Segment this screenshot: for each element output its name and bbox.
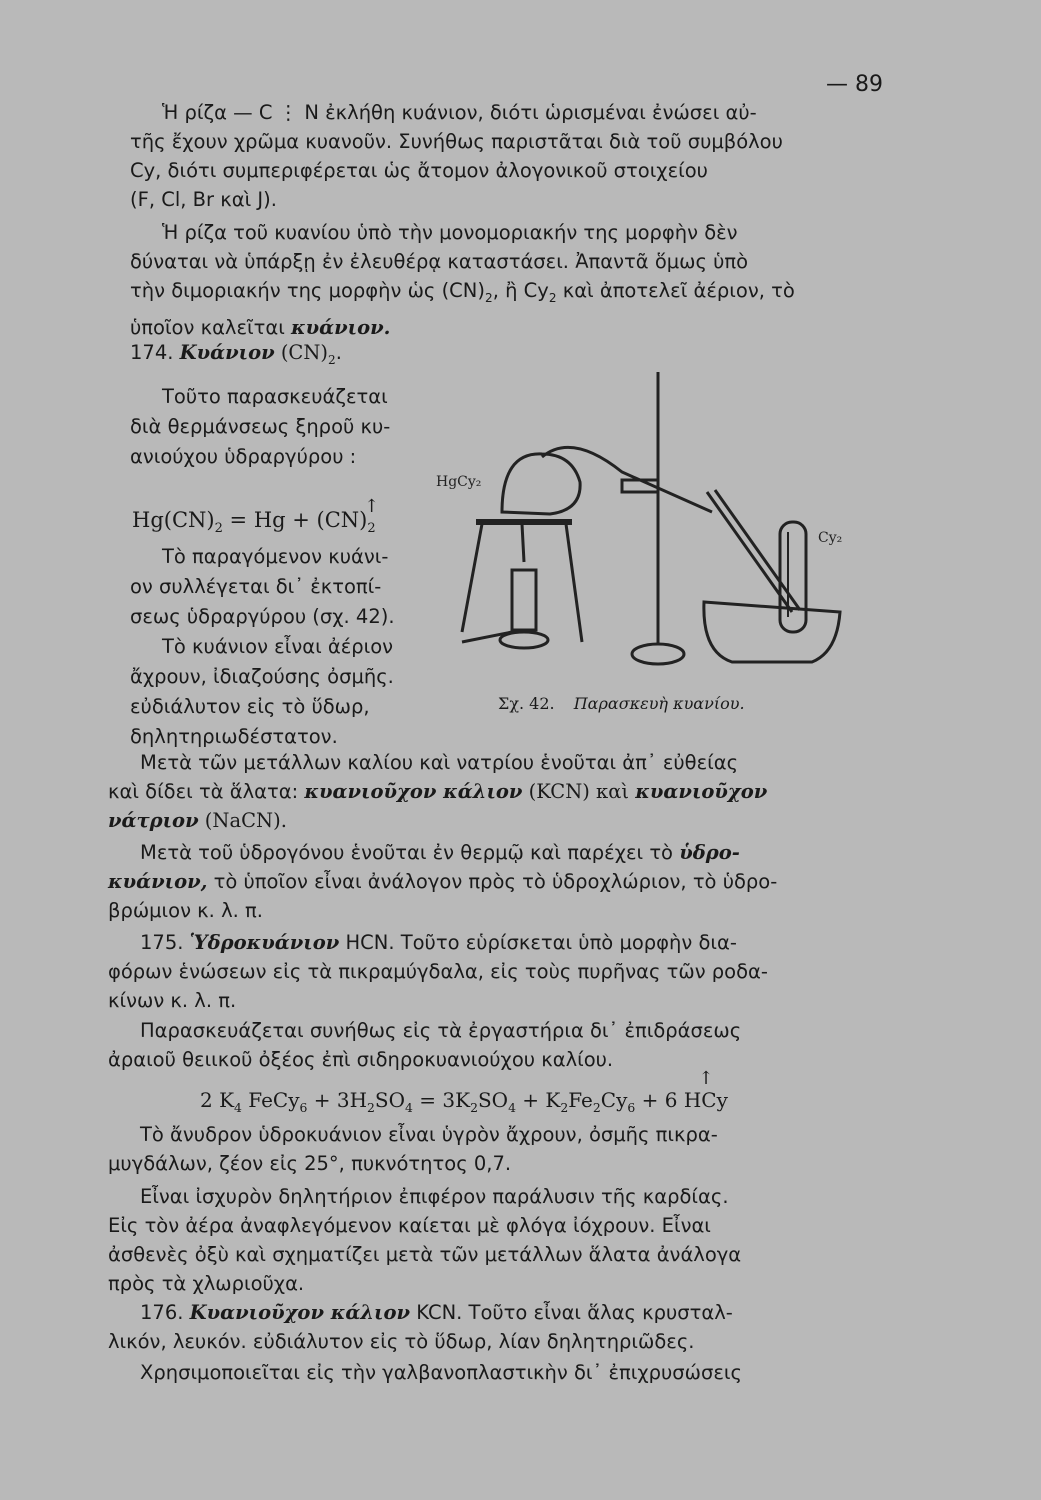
paragraph-preparation (108, 1016, 868, 1074)
figure-42-apparatus (432, 362, 852, 680)
term-hydrocyanic: ὑδρο- (679, 841, 740, 864)
term-potassium-cyanide: κυανιοῦχον κάλιον (304, 780, 523, 803)
tripod-legs (462, 524, 582, 642)
text-line: λικόν, λευκόν. εὐδιάλυτον εἰς τὸ ὕδωρ, λίαν δηλητηριῶδες. (108, 1330, 695, 1353)
text-line: φόρων ἑνώσεων εἰς τὰ πικραμύγδαλα, εἰς τοὺς πυρῆνας τῶν ροδα- (108, 960, 768, 983)
text-line: (F, Cl, Br καὶ J). (130, 188, 277, 211)
subscript: 2 (485, 290, 493, 305)
figure-caption (498, 694, 745, 713)
text-span: τὴν διμοριακήν της μορφὴν ὡς (CN) (130, 279, 485, 302)
gas-arrow: ↑ HCy (684, 1086, 728, 1115)
section-title: Κυάνιον (179, 341, 275, 364)
gas-arrow: ↑ $_2$ (367, 514, 375, 543)
eq-term: Hg(CN) (132, 508, 215, 532)
eq-term: FeCy (241, 1088, 300, 1112)
label-cy2: Cy₂ (818, 530, 843, 546)
text-line (108, 806, 868, 835)
paragraph-toxicity (108, 1182, 868, 1298)
text-span: τὸ ὑποῖον εἶναι ἀνάλογον πρὸς τὸ ὑδροχλώριον, τὸ ὑδρο- (207, 870, 778, 893)
subscript: 2 (592, 1100, 601, 1115)
text-span: Μετὰ τοῦ ὑδρογόνου ἑνοῦται ἐν θερμῷ καὶ παρέχει τὸ (140, 841, 680, 864)
subscript: 4 (508, 1100, 516, 1115)
text-line: ἀσθενὲς ὀξὺ καὶ σχηματίζει μετὰ τῶν μετάλλων ἅλατα ἀνάλογα (108, 1243, 742, 1266)
section-number: 174. (130, 341, 174, 364)
mercury-trough (704, 602, 840, 662)
equation-mercury-cyanide (132, 506, 432, 543)
text-line: διὰ θερμάνσεως ξηροῦ κυ- (130, 415, 391, 438)
eq-term: + K (515, 1088, 561, 1112)
section-175 (108, 928, 868, 1015)
formula: (CN) (280, 341, 329, 364)
text-line: Τὸ παραγόμενον κυάνι- (162, 545, 389, 568)
text-line: Εἰς τὸν ἀέρα ἀναφλεγόμενον καίεται μὲ φλόγα ἰόχρουν. Εἶναι (108, 1214, 711, 1237)
caption-number: Σχ. 42. (498, 694, 555, 713)
term-cyanogen: κυάνιον. (291, 315, 391, 339)
eq-term: = Hg + (CN) (222, 508, 368, 532)
section-title: Ὑδροκυάνιον (189, 931, 340, 954)
text-line: Μετὰ τῶν μετάλλων καλίου καὶ νατρίου ἑνοῦται ἀπ᾽ εὐθείας (140, 751, 739, 774)
subscript: 6 (627, 1100, 636, 1115)
eq-term: SO (477, 1088, 509, 1112)
text-span: , ἢ Cy (492, 279, 549, 302)
text-line: εὐδιάλυτον εἰς τὸ ὕδωρ, (130, 695, 370, 718)
text-line: μυγδάλων, ζέον εἰς 25°, πυκνότητος 0,7. (108, 1152, 512, 1175)
apparatus-drawing (432, 362, 852, 680)
eq-term: Cy (600, 1088, 628, 1112)
text-line: Παρασκευάζεται συνήθως εἰς τὰ ἐργαστήρια δι᾽ ἐπιδράσεως (140, 1019, 742, 1042)
text-line: δύναται νὰ ὑπάρξῃ ἐν ἐλευθέρᾳ καταστάσει. Ἀπαντᾶ ὅμως ὑπὸ (130, 250, 749, 273)
text-span: (NaCN). (198, 809, 287, 832)
text-span: ὑποῖον καλεῖται (130, 315, 291, 339)
text-line (108, 928, 868, 957)
text-line: Ἡ ρίζα — C ⋮ N ἐκλήθη κυάνιον, διότι ὡρισμέναι ἐνώσει αὐ- (162, 101, 757, 124)
paragraph-metals (108, 748, 868, 835)
text-line (108, 1298, 868, 1327)
text-line: ἄχρουν, ἰδιαζούσης ὀσμῆς. (130, 665, 394, 688)
collecting-tube (780, 522, 806, 632)
paragraph-hydrogen (108, 838, 868, 925)
paragraph-dimer (130, 218, 890, 342)
paragraph-galvanoplasty (108, 1358, 868, 1387)
term-cyanide: κυανιοῦχον (635, 780, 768, 803)
eq-term: + 3H (307, 1088, 368, 1112)
stand-base (632, 644, 684, 664)
caption-title: Παρασκευὴ κυανίου. (573, 694, 745, 713)
page-number: — 89 (826, 72, 883, 97)
text-line: Ἡ ρίζα τοῦ κυανίου ὑπὸ τὴν μονομοριακήν της μορφὴν δὲν (162, 221, 738, 244)
text-line (108, 777, 868, 806)
subscript: 2 (470, 1100, 478, 1115)
subscript: 2 (214, 521, 223, 537)
text-line: ον συλλέγεται δι᾽ ἐκτοπί- (130, 575, 382, 598)
text-line: βρώμιον κ. λ. π. (108, 899, 263, 922)
eq-term: = 3K (412, 1088, 471, 1112)
text-line: Τὸ ἄνυδρον ὑδροκυάνιον εἶναι ὑγρὸν ἄχρουν, ὀσμῆς πικρα- (140, 1123, 718, 1146)
left-column-text (130, 382, 430, 472)
text-line (130, 276, 890, 313)
text-line: Χρησιμοποιεῖται εἰς τὴν γαλβανοπλαστικὴν δι᾽ ἐπιχρυσώσεις (140, 1361, 742, 1384)
text-line: Τοῦτο παρασκευάζεται (162, 385, 388, 408)
text-span: καὶ δίδει τὰ ἅλατα: (108, 780, 305, 803)
text-span: (KCN) καὶ (522, 780, 636, 803)
gas-hose (462, 632, 512, 642)
text-line: κίνων κ. λ. π. (108, 989, 237, 1012)
subscript: 4 (405, 1100, 413, 1115)
text-line: ανιούχου ὑδραργύρου : (130, 445, 357, 468)
text-span: KCN. Τοῦτο εἶναι ἅλας κρυσταλ- (410, 1301, 733, 1324)
section-number: 175. (140, 931, 184, 954)
left-column-description (130, 542, 430, 752)
text-line: ἀραιοῦ θειικοῦ ὀξέος ἐπὶ σιδηροκυανιούχου καλίου. (108, 1048, 614, 1071)
eq-term: + 6 (635, 1088, 684, 1112)
section-number: 176. (140, 1301, 184, 1324)
eq-term: SO (374, 1088, 406, 1112)
label-hgcy2: HgCy₂ (436, 474, 482, 490)
text-line: δηλητηριωδέστατον. (130, 725, 338, 748)
paragraph-properties (108, 1120, 868, 1178)
text-line: Εἶναι ἰσχυρὸν δηλητήριον ἐπιφέρον παράλυσιν τῆς καρδίας. (140, 1185, 729, 1208)
subscript: 2 (560, 1100, 569, 1115)
paragraph-cyanogen-root (130, 98, 890, 214)
text-span: . (335, 341, 342, 364)
text-span: HCN. Τοῦτο εὑρίσκεται ὑπὸ μορφὴν δια- (339, 931, 737, 954)
burner (512, 570, 536, 630)
subscript: 2 (328, 352, 336, 367)
section-title: Κυανιοῦχον κάλιον (189, 1301, 411, 1324)
text-line: σεως ὑδραργύρου (σχ. 42). (130, 605, 395, 628)
text-line (108, 867, 868, 896)
subscript: 4 (234, 1100, 242, 1115)
retort-flask (502, 454, 580, 514)
section-176 (108, 1298, 868, 1356)
text-line: Cy, διότι συμπεριφέρεται ὡς ἄτομον ἀλογονικοῦ στοιχείου (130, 159, 708, 182)
text-line (108, 838, 868, 867)
text-line: Τὸ κυάνιον εἶναι ἀέριον (162, 635, 394, 658)
subscript: 2 (367, 1100, 375, 1115)
eq-term: 2 K (200, 1088, 235, 1112)
equation-hcn-preparation (200, 1086, 840, 1122)
subscript: 2 (548, 290, 557, 305)
subscript: 6 (299, 1100, 308, 1115)
term-sodium: νάτριον (108, 809, 199, 832)
text-line: τῆς ἔχουν χρῶμα κυανοῦν. Συνήθως παριστᾶται διὰ τοῦ συμβόλου (130, 130, 783, 153)
term-hydrocyanic: κυάνιον, (108, 870, 208, 893)
text-line: πρὸς τὰ χλωριοῦχα. (108, 1272, 305, 1295)
text-span: καὶ ἀποτελεῖ ἀέριον, τὸ (556, 279, 795, 302)
eq-term: Fe (568, 1088, 593, 1112)
